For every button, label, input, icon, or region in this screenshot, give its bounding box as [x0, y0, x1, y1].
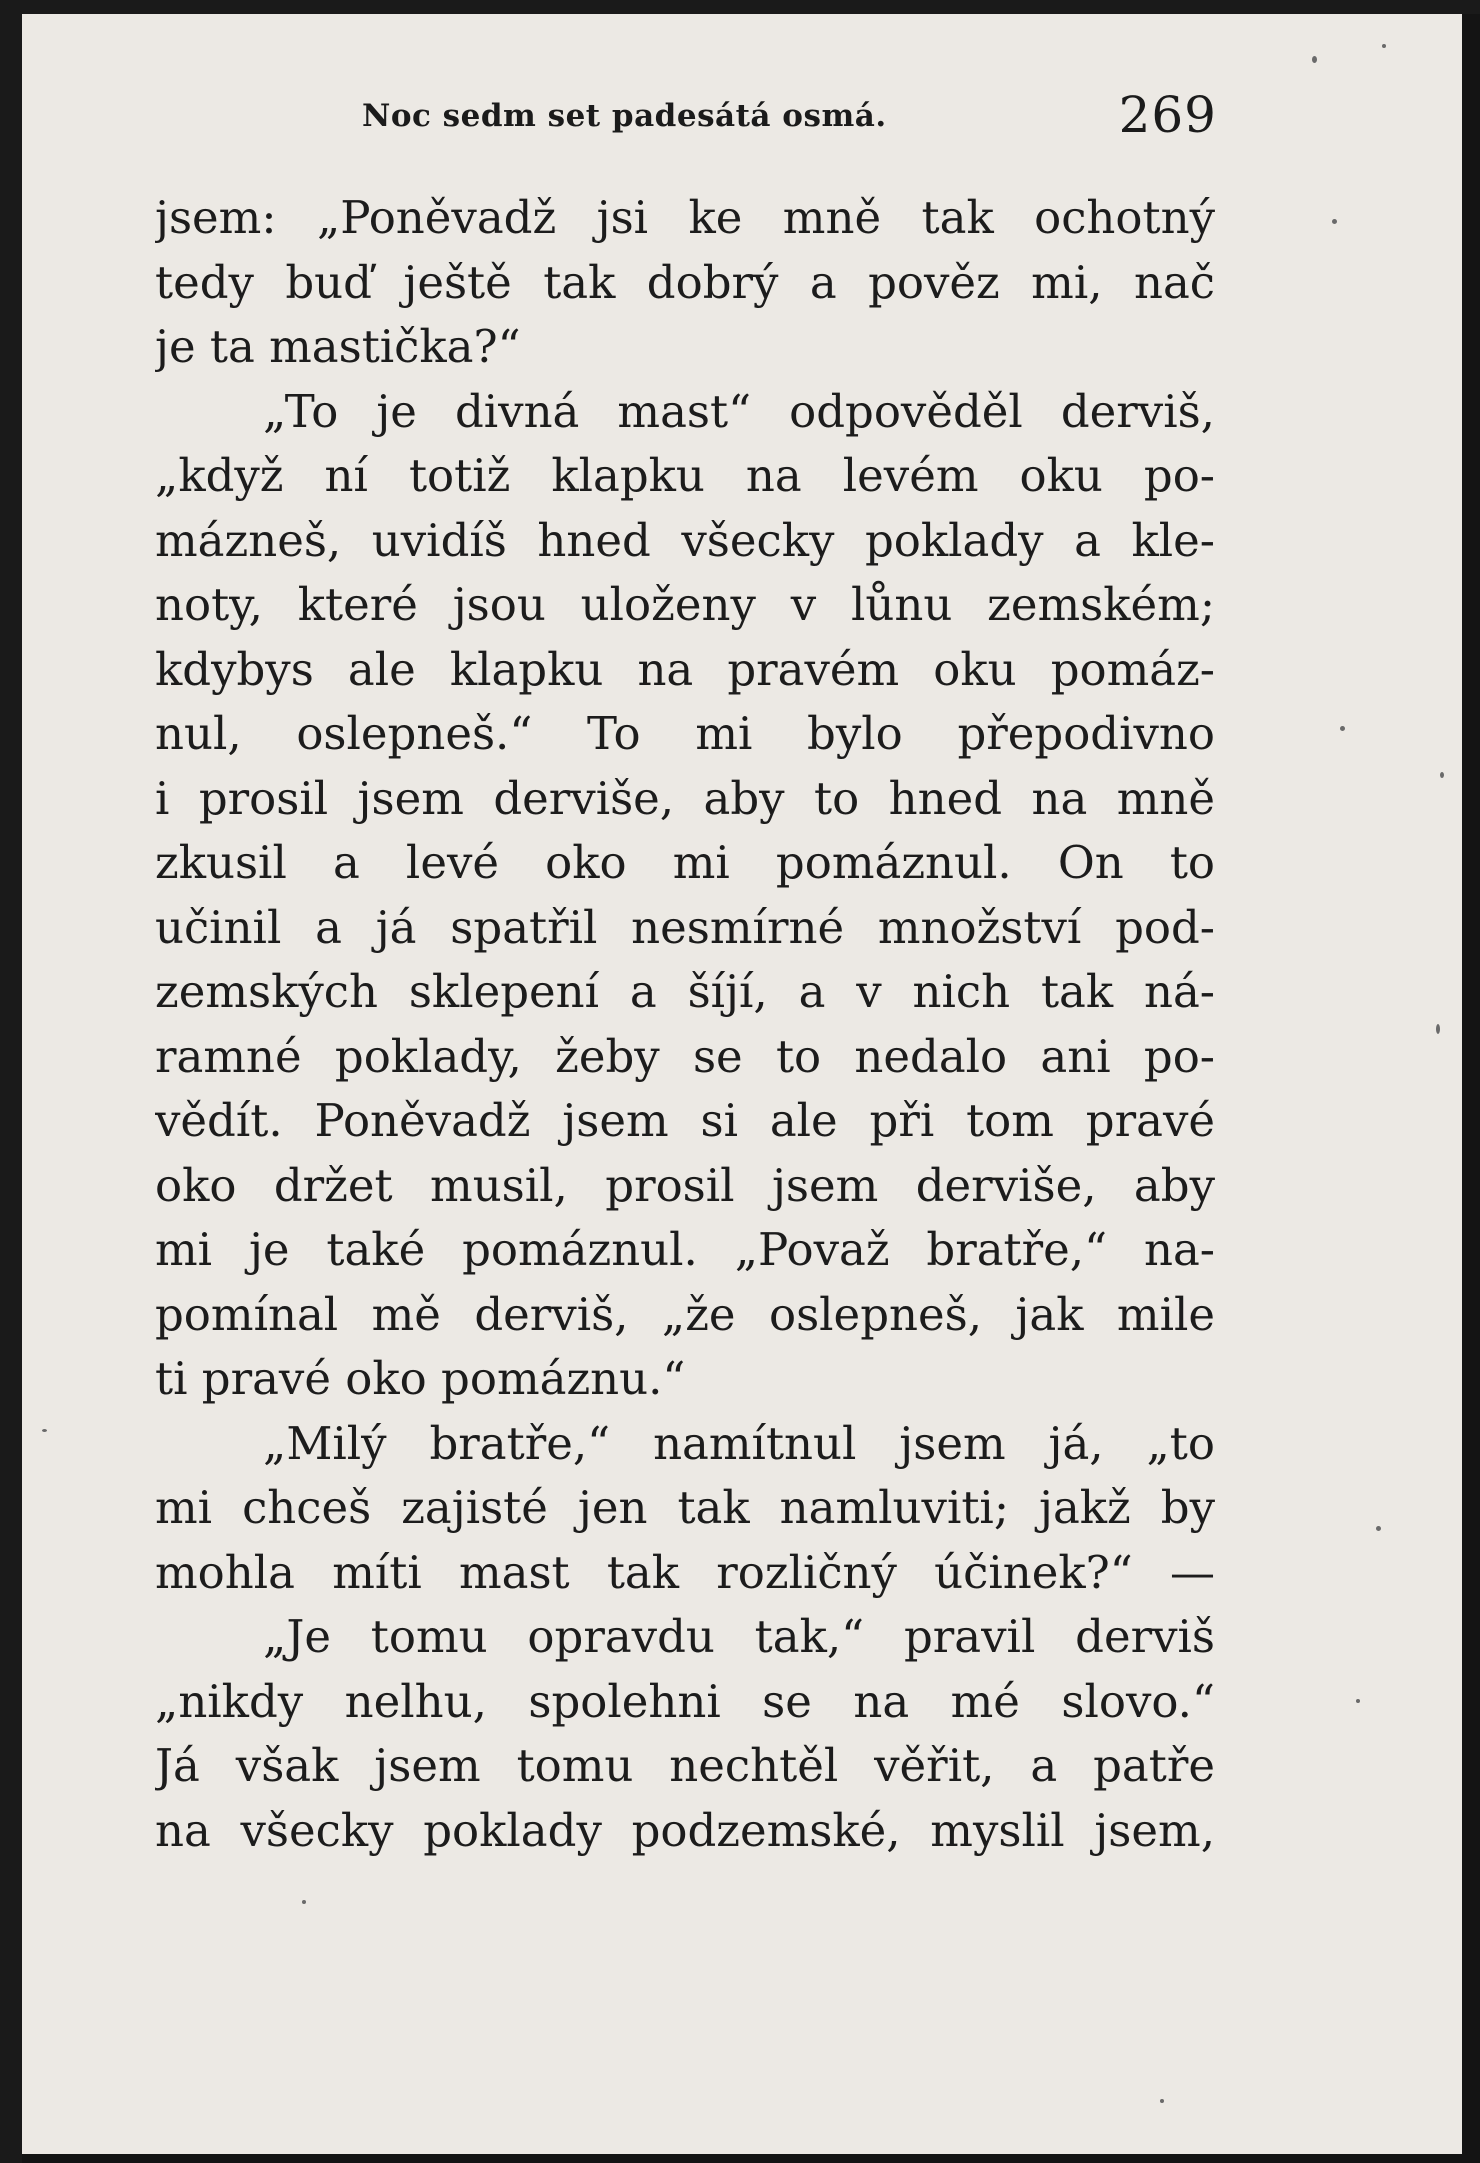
running-title: Noc sedm set padesátá osmá.	[362, 98, 887, 134]
paper-speck	[1356, 1699, 1360, 1703]
paper-speck	[302, 1900, 306, 1904]
text-line: mi je také pomáznul. „Považ bratře,“ na-	[155, 1223, 1215, 1276]
paper-speck	[1312, 56, 1317, 63]
paper-speck	[1332, 219, 1337, 224]
text-line: mi chceš zajisté jen tak namluviti; jakž by	[155, 1481, 1215, 1534]
text-line: noty, které jsou uloženy v lůnu zemském;	[155, 578, 1215, 631]
text-line: kdybys ale klapku na pravém oku pomáz-	[155, 642, 1215, 696]
text-line: mázneš, uvidíš hned všecky poklady a kle-	[155, 513, 1215, 567]
text-line: na všecky poklady podzemské, myslil jsem,	[155, 1803, 1215, 1857]
text-line: zkusil a levé oko mi pomáznul. On to	[155, 836, 1215, 889]
paper-speck	[1436, 1024, 1440, 1034]
text-line: „když ní totiž klapku na levém oku po-	[155, 449, 1215, 502]
text-line: ti pravé oko pomáznu.“	[155, 1352, 686, 1405]
text-line: ramné poklady, žeby se to nedalo ani po-	[155, 1029, 1215, 1083]
book-page	[22, 14, 1462, 2154]
text-line: „Milý bratře,“ namítnul jsem já, „to	[263, 1416, 1215, 1470]
text-line: „nikdy nelhu, spolehni se na mé slovo.“	[155, 1674, 1215, 1728]
text-line: Já však jsem tomu nechtěl věřit, a patře	[155, 1739, 1215, 1792]
page-number: 269	[1118, 86, 1217, 144]
text-line: zemských sklepení a šíjí, a v nich tak ná-	[155, 965, 1215, 1018]
text-line: i prosil jsem derviše, aby to hned na mně	[155, 771, 1215, 825]
body-text	[155, 186, 1215, 1863]
text-line: „Je tomu opravdu tak,“ pravil derviš	[263, 1610, 1215, 1663]
text-line: učinil a já spatřil nesmírné množství pod-	[155, 900, 1215, 954]
paper-speck	[1376, 1526, 1381, 1531]
text-line: je ta mastička?“	[155, 320, 521, 373]
paper-speck	[1440, 772, 1444, 778]
scan-border-left	[0, 0, 22, 2163]
text-line: tedy buď ještě tak dobrý a pověz mi, nač	[155, 255, 1215, 309]
text-line: „To je divná mast“ odpověděl derviš,	[263, 384, 1215, 438]
text-line: oko držet musil, prosil jsem derviše, aby	[155, 1158, 1215, 1212]
text-line: pomínal mě derviš, „že oslepneš, jak mile	[155, 1287, 1215, 1341]
text-line: vědít. Poněvadž jsem si ale při tom pravé	[155, 1094, 1215, 1147]
text-line: jsem: „Poněvadž jsi ke mně tak ochotný	[155, 191, 1215, 244]
paper-speck	[1382, 44, 1386, 48]
paper-speck	[1160, 2099, 1164, 2103]
text-line: mohla míti mast tak rozličný účinek?“ —	[155, 1545, 1215, 1599]
paper-speck	[42, 1429, 47, 1432]
paper-speck	[1340, 726, 1345, 731]
page-header	[362, 82, 1217, 152]
text-line: nul, oslepneš.“ To mi bylo přepodivno	[155, 707, 1215, 760]
scan-border-top	[0, 0, 1480, 14]
